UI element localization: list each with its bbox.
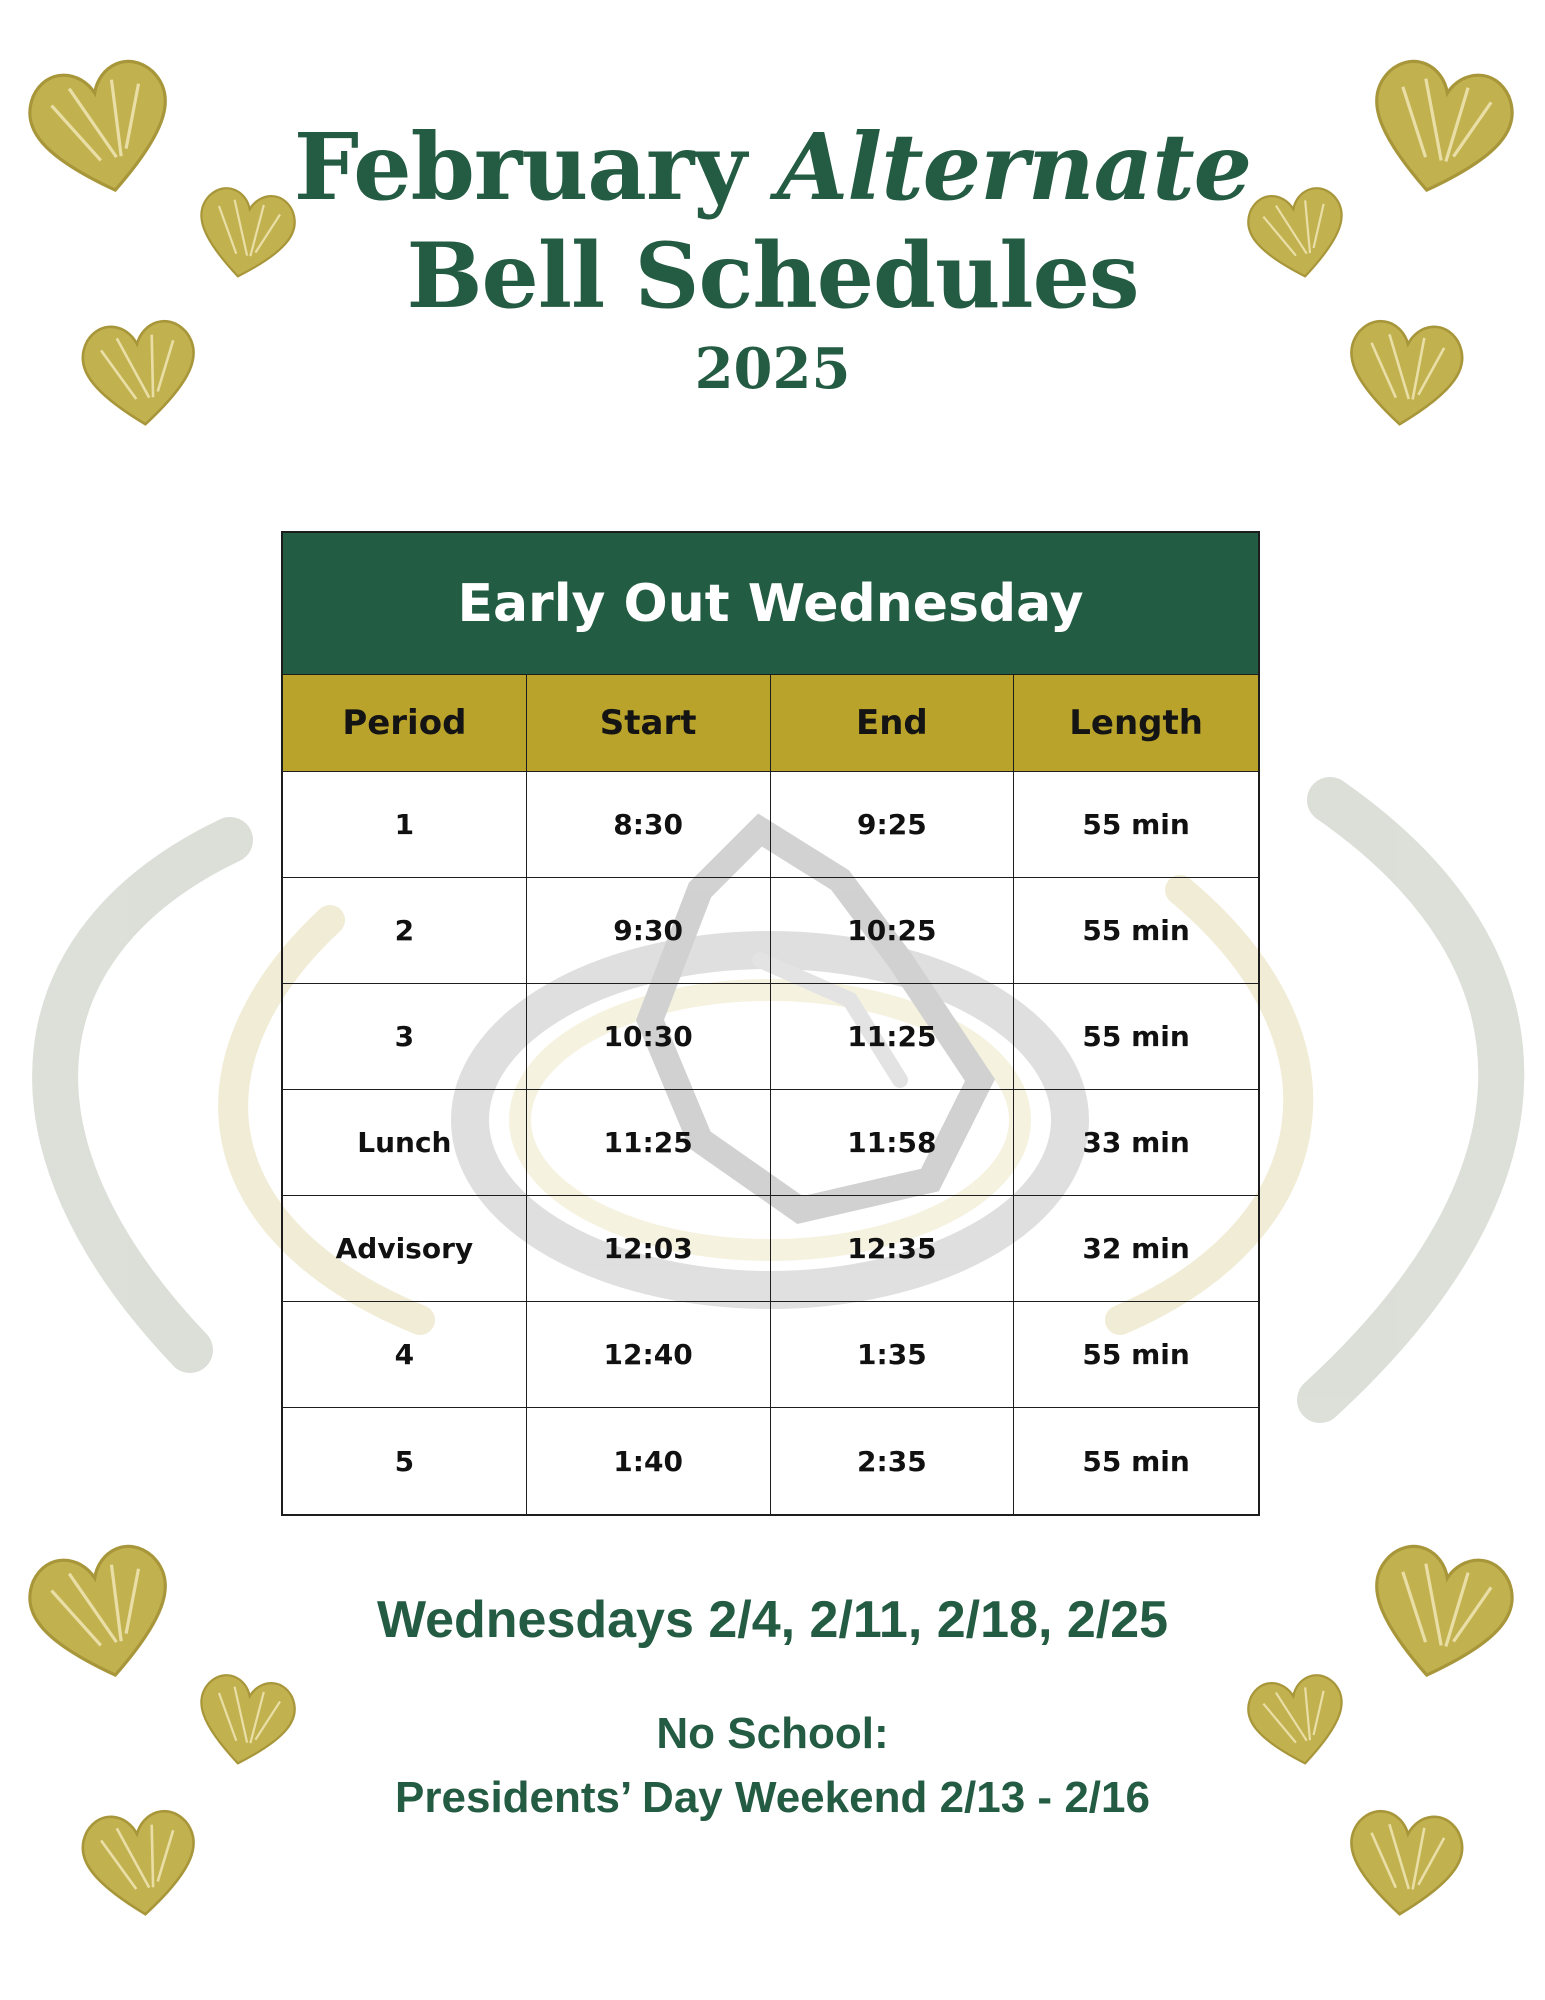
cell-period: Advisory bbox=[283, 1196, 527, 1302]
page-subtitle: Bell Schedules bbox=[406, 223, 1139, 329]
cell-start: 9:30 bbox=[527, 878, 771, 984]
cell-length: 55 min bbox=[1014, 984, 1258, 1090]
cell-period: 5 bbox=[283, 1408, 527, 1514]
table-row bbox=[283, 1090, 1258, 1196]
title-word-february: February bbox=[293, 113, 746, 221]
column-header-end: End bbox=[771, 675, 1015, 772]
table-row bbox=[283, 1302, 1258, 1408]
year-label: 2025 bbox=[694, 336, 851, 402]
cell-start: 1:40 bbox=[527, 1408, 771, 1514]
cell-start: 12:03 bbox=[527, 1196, 771, 1302]
no-school-label: No School: bbox=[656, 1709, 889, 1758]
table-row bbox=[283, 878, 1258, 984]
cell-period: 2 bbox=[283, 878, 527, 984]
title-word-alternate: Alternate bbox=[776, 113, 1252, 221]
table-row bbox=[283, 1408, 1258, 1514]
cell-end: 11:58 bbox=[771, 1090, 1015, 1196]
cell-period: 4 bbox=[283, 1302, 527, 1408]
column-header-start: Start bbox=[527, 675, 771, 772]
cell-length: 33 min bbox=[1014, 1090, 1258, 1196]
cell-start: 10:30 bbox=[527, 984, 771, 1090]
cell-start: 8:30 bbox=[527, 772, 771, 878]
table-title: Early Out Wednesday bbox=[283, 533, 1258, 675]
cell-start: 11:25 bbox=[527, 1090, 771, 1196]
column-header-period: Period bbox=[283, 675, 527, 772]
cell-period: 3 bbox=[283, 984, 527, 1090]
cell-end: 11:25 bbox=[771, 984, 1015, 1090]
cell-end: 1:35 bbox=[771, 1302, 1015, 1408]
table-row bbox=[283, 772, 1258, 878]
cell-length: 32 min bbox=[1014, 1196, 1258, 1302]
table-header-row bbox=[283, 675, 1258, 772]
bell-schedule-table bbox=[281, 531, 1260, 1516]
cell-period: 1 bbox=[283, 772, 527, 878]
column-header-length: Length bbox=[1014, 675, 1258, 772]
table-row bbox=[283, 984, 1258, 1090]
cell-start: 12:40 bbox=[527, 1302, 771, 1408]
no-school-detail: Presidents’ Day Weekend 2/13 - 2/16 bbox=[395, 1773, 1150, 1822]
cell-end: 2:35 bbox=[771, 1408, 1015, 1514]
page-title bbox=[0, 112, 1545, 222]
cell-end: 12:35 bbox=[771, 1196, 1015, 1302]
cell-length: 55 min bbox=[1014, 772, 1258, 878]
cell-period: Lunch bbox=[283, 1090, 527, 1196]
cell-end: 10:25 bbox=[771, 878, 1015, 984]
table-row bbox=[283, 1196, 1258, 1302]
cell-length: 55 min bbox=[1082, 1444, 1190, 1478]
cell-length: 55 min bbox=[1014, 878, 1258, 984]
cell-length: 55 min bbox=[1014, 1302, 1258, 1408]
schedule-dates: Wednesdays 2/4, 2/11, 2/18, 2/25 bbox=[376, 1591, 1169, 1649]
cell-end: 9:25 bbox=[771, 772, 1015, 878]
